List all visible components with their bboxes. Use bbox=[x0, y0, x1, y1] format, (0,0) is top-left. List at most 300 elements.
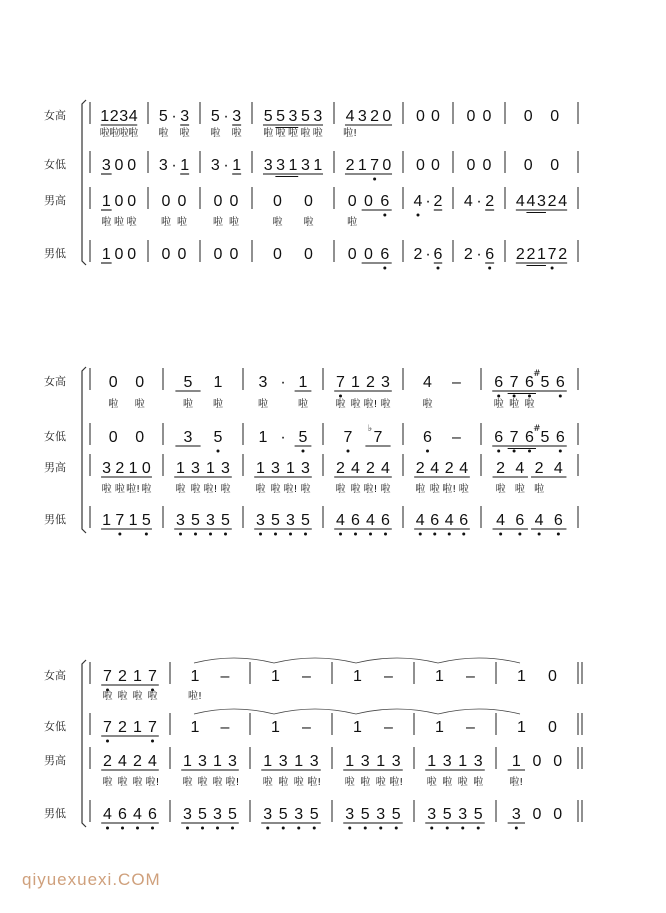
note: 5 bbox=[360, 806, 370, 823]
note: 0 bbox=[177, 246, 187, 263]
note: 2 bbox=[115, 460, 125, 477]
note: 1 bbox=[511, 753, 521, 770]
lyric-syllable: 啦 bbox=[350, 399, 361, 410]
note: 4 bbox=[534, 512, 544, 529]
octave-dot-below bbox=[419, 533, 422, 536]
note: 3 bbox=[206, 512, 215, 529]
note: 3 bbox=[357, 108, 367, 125]
note: 1 bbox=[176, 460, 185, 477]
lyric-syllable: 啦 bbox=[255, 484, 266, 495]
note: 5 bbox=[183, 374, 193, 391]
note: 4 bbox=[463, 193, 473, 210]
note: 1 bbox=[133, 668, 142, 685]
note: 5 bbox=[263, 108, 273, 125]
note: 0 bbox=[304, 246, 313, 263]
note: 3 bbox=[263, 806, 273, 823]
note: 5 bbox=[391, 806, 401, 823]
note: 3 bbox=[288, 108, 298, 125]
lyric-syllable: 啦 bbox=[213, 217, 223, 228]
octave-dot-below bbox=[313, 827, 316, 830]
note: 6 bbox=[148, 806, 157, 823]
tie-arc bbox=[356, 658, 438, 663]
note: 2 bbox=[526, 246, 536, 263]
octave-dot-below bbox=[383, 267, 386, 270]
note: 5 bbox=[221, 512, 230, 529]
note: 1 bbox=[258, 429, 268, 446]
lyric-syllable: 啦 bbox=[312, 128, 323, 139]
octave-dot-below bbox=[282, 827, 285, 830]
tie-arc bbox=[274, 658, 356, 663]
note: 3 bbox=[376, 806, 386, 823]
note: 0 bbox=[108, 374, 118, 391]
note: 7 bbox=[336, 374, 345, 391]
note: 4 bbox=[118, 753, 127, 770]
voice-label: 男低 bbox=[44, 807, 66, 820]
system-bracket bbox=[82, 367, 86, 533]
note: 3 bbox=[158, 157, 168, 174]
lyric-syllable: 啦 bbox=[347, 217, 358, 228]
note: 3 bbox=[183, 806, 192, 823]
note: 7 bbox=[103, 668, 112, 685]
note: 3 bbox=[258, 374, 268, 391]
lyric-syllable: 啦 bbox=[415, 484, 426, 495]
note: 2 bbox=[463, 246, 473, 263]
octave-dot-below bbox=[217, 450, 220, 453]
voice-label: 女低 bbox=[44, 430, 66, 443]
octave-dot-below bbox=[151, 740, 154, 743]
lyric-syllable: 啦 bbox=[132, 691, 143, 702]
octave-dot-below bbox=[302, 450, 305, 453]
note: 2 bbox=[103, 753, 112, 770]
lyric-syllable: 啦 bbox=[493, 399, 504, 410]
note: 3 bbox=[228, 753, 237, 770]
note: 5 bbox=[298, 429, 308, 446]
lyric-syllable: 啦 bbox=[429, 484, 440, 495]
note: 6 bbox=[118, 806, 127, 823]
note: 2 bbox=[345, 157, 355, 174]
tie-arc bbox=[438, 709, 520, 714]
note: 0 bbox=[431, 157, 440, 174]
note: 2 bbox=[118, 719, 127, 736]
octave-dot-below bbox=[259, 533, 262, 536]
lyric-syllable: 啦 bbox=[102, 691, 113, 702]
note: 5 bbox=[213, 429, 223, 446]
note: 1 bbox=[286, 460, 295, 477]
note: 4 bbox=[515, 193, 525, 210]
lyric-syllable: 啦 bbox=[102, 777, 113, 788]
note: 5 bbox=[442, 806, 452, 823]
voice-label: 男高 bbox=[44, 461, 66, 474]
note: · bbox=[280, 429, 286, 446]
note: 0 bbox=[416, 157, 425, 174]
voice-label: 男高 bbox=[44, 754, 66, 767]
note: 4 bbox=[415, 512, 425, 529]
note: 3 bbox=[176, 512, 185, 529]
note: 3 bbox=[301, 460, 310, 477]
octave-dot-below bbox=[118, 533, 121, 536]
note: 0 bbox=[127, 246, 137, 263]
note: 6 bbox=[380, 193, 390, 210]
note: 2 bbox=[558, 246, 568, 263]
note: 3 bbox=[101, 157, 111, 174]
note: 6 bbox=[515, 512, 525, 529]
note: · bbox=[171, 157, 177, 174]
note: 1 bbox=[458, 753, 468, 770]
note: 3 bbox=[263, 157, 273, 174]
note: 0 bbox=[532, 753, 542, 770]
octave-dot-below bbox=[462, 533, 465, 536]
lyric-syllable: 啦 bbox=[473, 777, 484, 788]
voice-label: 女高 bbox=[44, 109, 66, 122]
note: 3 bbox=[458, 806, 468, 823]
note: 1 bbox=[351, 374, 360, 391]
note: 0 bbox=[135, 429, 145, 446]
note: – bbox=[220, 668, 230, 685]
note: 6 bbox=[430, 512, 440, 529]
note: · bbox=[476, 246, 482, 263]
note: 5 bbox=[473, 806, 483, 823]
lyric-syllable: 啦 bbox=[114, 217, 124, 228]
note: 5 bbox=[301, 512, 310, 529]
note: 6 bbox=[351, 512, 360, 529]
note: 0 bbox=[114, 246, 124, 263]
lyric-syllable: 啦 bbox=[134, 399, 145, 410]
note: 0 bbox=[523, 108, 533, 125]
note: 2 bbox=[415, 460, 425, 477]
note: 3 bbox=[256, 512, 265, 529]
lyric-syllable: 啦! bbox=[363, 399, 378, 410]
octave-dot-below bbox=[497, 450, 500, 453]
note: 3 bbox=[198, 753, 207, 770]
lyric-syllable: 啦 bbox=[375, 777, 386, 788]
note: 0 bbox=[347, 246, 357, 263]
octave-dot-below bbox=[528, 450, 531, 453]
octave-dot-below bbox=[304, 533, 307, 536]
note: 4 bbox=[133, 806, 142, 823]
watermark-text: qiyuexuexi.COM bbox=[22, 870, 161, 889]
octave-dot-below bbox=[559, 450, 562, 453]
lyric-syllable: 啦 bbox=[128, 128, 139, 139]
note: – bbox=[452, 374, 461, 391]
note: 4 bbox=[423, 374, 432, 391]
lyric-syllable: 啦 bbox=[360, 777, 371, 788]
octave-dot-below bbox=[339, 533, 342, 536]
tie-arc bbox=[194, 658, 274, 663]
note: 1 bbox=[183, 753, 192, 770]
tie-arc bbox=[274, 709, 356, 714]
lyric-syllable: 啦 bbox=[158, 128, 169, 139]
lyric-syllable: 啦 bbox=[300, 128, 311, 139]
note: 1 bbox=[345, 753, 355, 770]
lyric-syllable: 啦! bbox=[509, 777, 524, 788]
octave-dot-below bbox=[201, 827, 204, 830]
note: 0 bbox=[114, 193, 124, 210]
note: 3 bbox=[271, 460, 280, 477]
note: 1 bbox=[435, 719, 444, 736]
octave-dot-below bbox=[289, 533, 292, 536]
note: 1 bbox=[263, 753, 273, 770]
note: 1 bbox=[206, 460, 215, 477]
lyric-syllable: 啦 bbox=[179, 128, 190, 139]
note: 6 bbox=[380, 246, 390, 263]
lyric-syllable: 啦! bbox=[307, 777, 322, 788]
note: 1 bbox=[190, 668, 200, 685]
octave-dot-below bbox=[369, 533, 372, 536]
note: 0 bbox=[229, 193, 239, 210]
note: – bbox=[302, 719, 311, 736]
note: 3 bbox=[345, 806, 355, 823]
note: 0 bbox=[127, 157, 137, 174]
note: 4 bbox=[345, 108, 355, 125]
note: 0 bbox=[482, 108, 492, 125]
note: 7 bbox=[370, 157, 380, 174]
octave-dot-below bbox=[339, 395, 342, 398]
octave-dot-below bbox=[136, 827, 139, 830]
lyric-syllable: 啦 bbox=[288, 128, 298, 139]
accidental: # bbox=[533, 369, 541, 379]
note: 3 bbox=[427, 806, 437, 823]
note: 1 bbox=[232, 157, 242, 174]
octave-dot-below bbox=[433, 533, 436, 536]
lyric-syllable: 啦 bbox=[231, 128, 242, 139]
note: 2 bbox=[118, 668, 127, 685]
octave-dot-below bbox=[477, 827, 480, 830]
lyric-syllable: 啦 bbox=[335, 399, 346, 410]
octave-dot-below bbox=[179, 533, 182, 536]
note: 1 bbox=[133, 719, 142, 736]
octave-dot-below bbox=[518, 533, 521, 536]
note: – bbox=[466, 668, 475, 685]
note: 4 bbox=[413, 193, 423, 210]
lyric-syllable: 啦 bbox=[118, 128, 129, 139]
note: 3 bbox=[381, 374, 390, 391]
note: 0 bbox=[364, 193, 373, 210]
note: 1 bbox=[353, 719, 362, 736]
note: 5 bbox=[271, 512, 280, 529]
note: 5 bbox=[276, 108, 286, 125]
note: 0 bbox=[161, 246, 171, 263]
note: 0 bbox=[466, 108, 476, 125]
lyric-syllable: 啦 bbox=[293, 777, 304, 788]
note: · bbox=[280, 374, 286, 391]
lyric-syllable: 啦 bbox=[117, 691, 128, 702]
note: 1 bbox=[213, 753, 222, 770]
lyric-syllable: 啦 bbox=[258, 399, 268, 410]
note: 4 bbox=[515, 460, 525, 477]
note: 4 bbox=[381, 460, 390, 477]
note: 3 bbox=[119, 108, 129, 125]
note: 3 bbox=[221, 460, 230, 477]
note: 3 bbox=[276, 157, 286, 174]
octave-dot-below bbox=[373, 178, 376, 181]
lyric-syllable: 啦 bbox=[495, 484, 506, 495]
note: – bbox=[384, 719, 393, 736]
lyric-syllable: 啦! bbox=[203, 484, 218, 495]
note: 3 bbox=[360, 753, 370, 770]
lyric-syllable: 啦 bbox=[212, 777, 223, 788]
note: 5 bbox=[300, 108, 310, 125]
note: 0 bbox=[213, 193, 223, 210]
note: · bbox=[171, 108, 177, 125]
lyric-syllable: 啦 bbox=[303, 217, 314, 228]
note: 5 bbox=[141, 512, 151, 529]
note: 1 bbox=[288, 157, 298, 174]
note: 0 bbox=[482, 157, 492, 174]
voice-label: 男高 bbox=[44, 194, 66, 207]
note: · bbox=[425, 193, 431, 210]
octave-dot-below bbox=[347, 450, 350, 453]
note: 2 bbox=[485, 193, 495, 210]
lyric-syllable: 啦! bbox=[126, 484, 141, 495]
note: 1 bbox=[128, 460, 138, 477]
octave-dot-below bbox=[274, 533, 277, 536]
tie-arc bbox=[438, 658, 520, 663]
note: 0 bbox=[466, 157, 476, 174]
accidental: ♭ bbox=[367, 424, 373, 434]
note: 5 bbox=[158, 108, 168, 125]
note: – bbox=[384, 668, 393, 685]
octave-dot-below bbox=[216, 827, 219, 830]
note: 1 bbox=[102, 512, 112, 529]
note: 0 bbox=[553, 806, 563, 823]
lyric-syllable: 啦 bbox=[380, 484, 391, 495]
lyric-syllable: 啦 bbox=[213, 399, 223, 410]
note: 1 bbox=[435, 668, 444, 685]
note: 1 bbox=[271, 668, 280, 685]
octave-dot-below bbox=[209, 533, 212, 536]
note: 0 bbox=[364, 246, 373, 263]
lyric-syllable: 啦 bbox=[147, 691, 158, 702]
note: 2 bbox=[370, 108, 380, 125]
note: · bbox=[223, 157, 229, 174]
lyric-syllable: 啦! bbox=[145, 777, 160, 788]
note: 1 bbox=[271, 719, 280, 736]
note: 2 bbox=[133, 753, 142, 770]
note: 0 bbox=[108, 429, 118, 446]
octave-dot-below bbox=[151, 827, 154, 830]
note: 3 bbox=[191, 460, 200, 477]
note: 0 bbox=[273, 246, 282, 263]
octave-dot-below bbox=[513, 450, 516, 453]
note: 1 bbox=[180, 157, 190, 174]
octave-dot-below bbox=[194, 533, 197, 536]
lyric-syllable: 啦! bbox=[442, 484, 457, 495]
note: 1 bbox=[213, 374, 223, 391]
octave-dot-below bbox=[426, 450, 429, 453]
note: 0 bbox=[416, 108, 425, 125]
note: 1 bbox=[256, 460, 265, 477]
lyric-syllable: 啦 bbox=[101, 484, 112, 495]
note: 7 bbox=[115, 512, 125, 529]
note: 6 bbox=[381, 512, 390, 529]
lyric-syllable: 啦 bbox=[126, 217, 137, 228]
tie-arc bbox=[356, 709, 438, 714]
note: 3 bbox=[537, 193, 546, 210]
lyric-syllable: 啦 bbox=[220, 484, 231, 495]
note: 4 bbox=[128, 108, 138, 125]
octave-dot-below bbox=[551, 267, 554, 270]
lyric-syllable: 啦 bbox=[300, 484, 311, 495]
note: 6 bbox=[485, 246, 495, 263]
lyric-syllable: 啦 bbox=[458, 484, 469, 495]
octave-dot-below bbox=[224, 533, 227, 536]
note: 2 bbox=[547, 193, 557, 210]
lyric-syllable: 啦 bbox=[426, 777, 437, 788]
lyric-syllable: 啦 bbox=[350, 484, 361, 495]
note: 4 bbox=[148, 753, 157, 770]
note: 2 bbox=[336, 460, 345, 477]
note: 0 bbox=[347, 193, 357, 210]
lyric-syllable: 啦 bbox=[534, 484, 545, 495]
note: 7 bbox=[343, 429, 353, 446]
octave-dot-below bbox=[186, 827, 189, 830]
lyric-syllable: 啦 bbox=[262, 777, 273, 788]
voice-label: 女低 bbox=[44, 720, 66, 733]
note: 0 bbox=[550, 157, 560, 174]
note: 5 bbox=[198, 806, 207, 823]
voice-label: 女低 bbox=[44, 158, 66, 171]
note: 3 bbox=[294, 806, 304, 823]
lyric-syllable: 啦 bbox=[263, 128, 274, 139]
note: 0 bbox=[177, 193, 187, 210]
voice-label: 女高 bbox=[44, 375, 66, 388]
note: 2 bbox=[366, 374, 375, 391]
lyric-syllable: 啦 bbox=[210, 128, 221, 139]
note: 2 bbox=[515, 246, 525, 263]
note: 1 bbox=[100, 108, 110, 125]
note: 2 bbox=[433, 193, 443, 210]
tie-arc bbox=[194, 709, 274, 714]
lyric-syllable: 啦 bbox=[344, 777, 355, 788]
note: 0 bbox=[304, 193, 313, 210]
note: 3 bbox=[473, 753, 483, 770]
note: 2 bbox=[534, 460, 544, 477]
note: 5 bbox=[191, 512, 200, 529]
lyric-syllable: 啦 bbox=[422, 399, 433, 410]
note: 0 bbox=[273, 193, 282, 210]
note: 0 bbox=[382, 157, 392, 174]
note: 7 bbox=[148, 668, 157, 685]
lyric-syllable: 啦 bbox=[380, 399, 391, 410]
lyric-syllable: 啦 bbox=[114, 484, 125, 495]
note: 0 bbox=[532, 806, 542, 823]
octave-dot-below bbox=[515, 827, 518, 830]
octave-dot-below bbox=[557, 533, 560, 536]
note: 4 bbox=[103, 806, 112, 823]
note: 1 bbox=[101, 246, 111, 263]
note: 2 bbox=[109, 108, 119, 125]
octave-dot-below bbox=[297, 827, 300, 830]
note: 0 bbox=[382, 108, 392, 125]
lyric-syllable: 啦 bbox=[298, 399, 308, 410]
octave-dot-below bbox=[106, 827, 109, 830]
lyric-syllable: 啦 bbox=[442, 777, 453, 788]
octave-dot-below bbox=[348, 827, 351, 830]
note: 7 bbox=[547, 246, 557, 263]
note: 6 bbox=[494, 374, 504, 391]
octave-dot-below bbox=[364, 827, 367, 830]
lyric-syllable: 啦 bbox=[278, 777, 289, 788]
note: 4 bbox=[351, 460, 360, 477]
note: 4 bbox=[558, 193, 568, 210]
octave-dot-below bbox=[384, 533, 387, 536]
note: 0 bbox=[553, 753, 563, 770]
note: 4 bbox=[366, 512, 375, 529]
octave-dot-below bbox=[538, 533, 541, 536]
note: 0 bbox=[548, 719, 557, 736]
note: 3 bbox=[278, 753, 288, 770]
note: 3 bbox=[391, 753, 401, 770]
